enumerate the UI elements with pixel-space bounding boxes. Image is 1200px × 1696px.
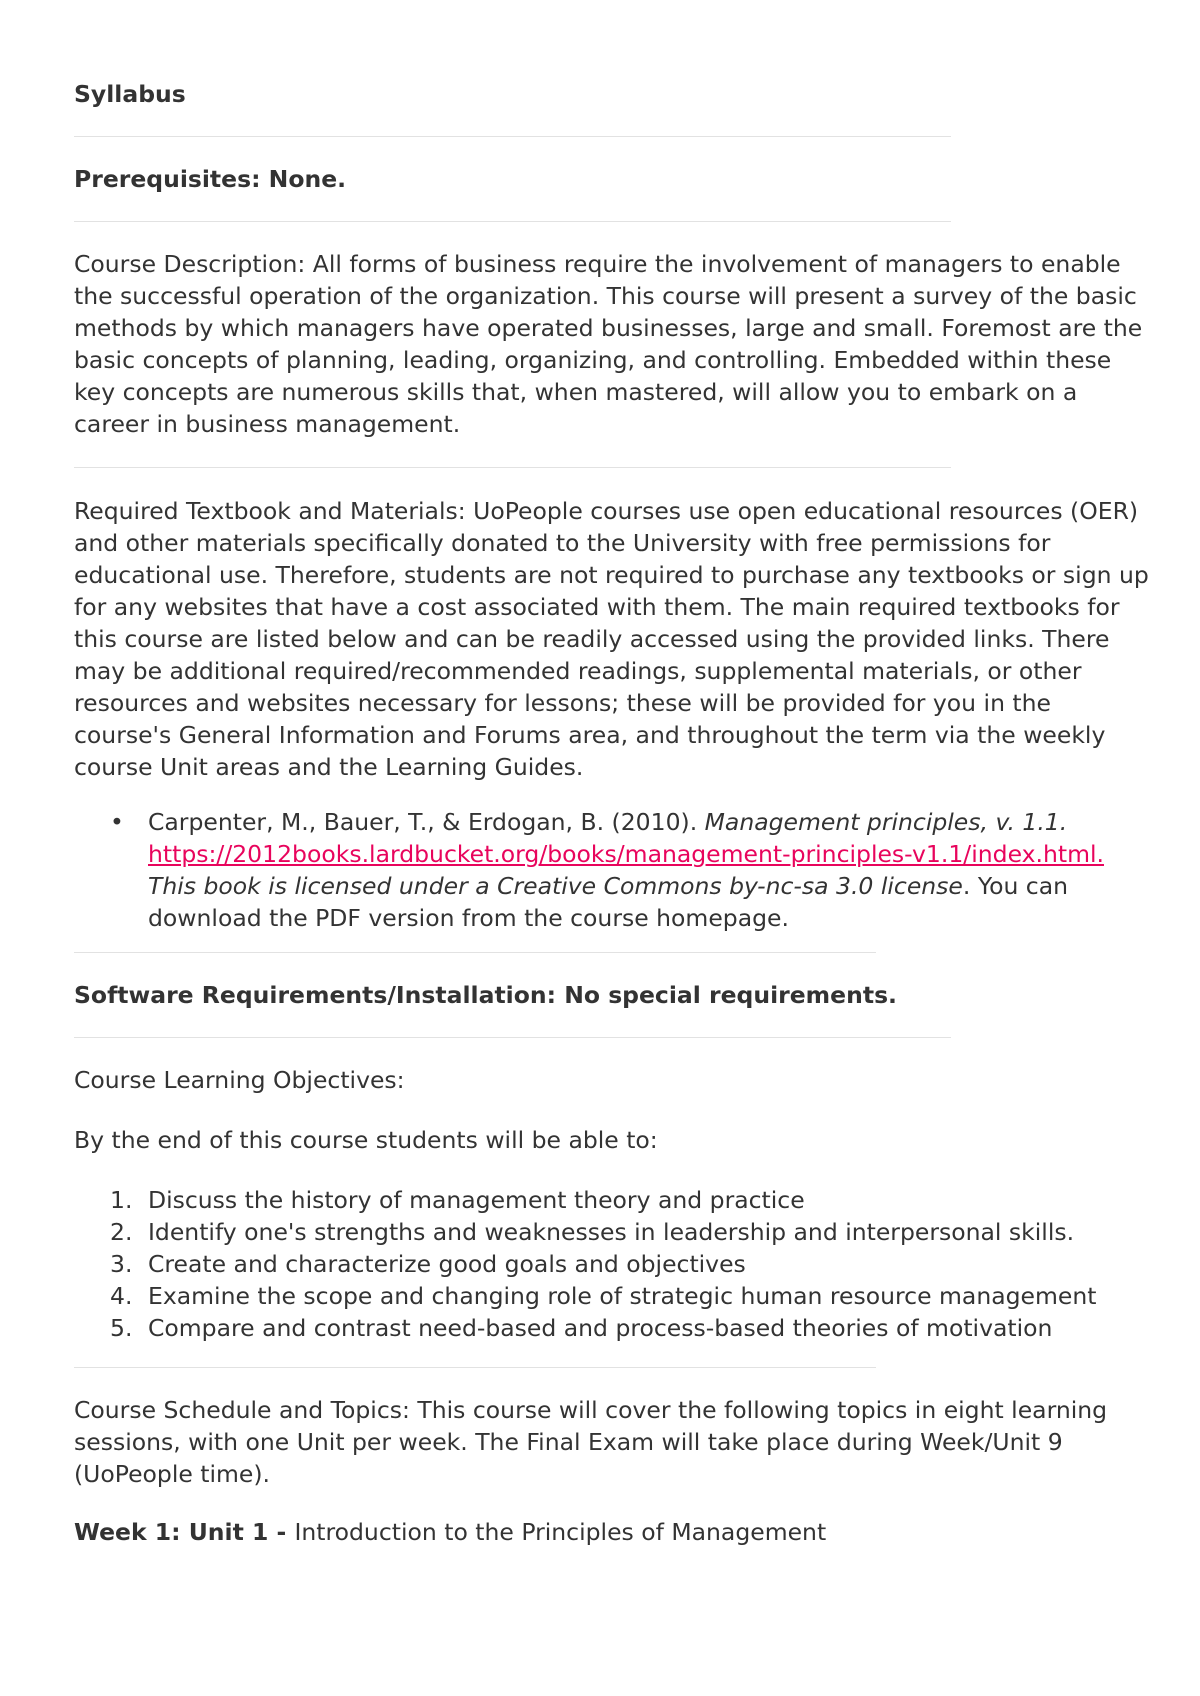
objectives-list	[74, 1184, 1154, 1344]
week-1-label: Week 1: Unit 1 -	[74, 1518, 295, 1546]
objective-text: Examine the scope and changing role of strategic human resource management	[148, 1282, 1097, 1310]
objective-item	[74, 1216, 1154, 1248]
textbook-citation	[74, 806, 1154, 934]
bullet-icon: •	[110, 808, 124, 836]
objective-item	[74, 1184, 1154, 1216]
objective-item	[74, 1248, 1154, 1280]
syllabus-document	[74, 78, 1154, 1548]
prerequisites: Prerequisites: None.	[74, 165, 347, 193]
objectives-heading: Course Learning Objectives:	[74, 1066, 405, 1094]
objective-text: Discuss the history of management theory and practice	[148, 1186, 805, 1214]
objective-number: 1.	[110, 1186, 133, 1214]
objective-number: 2.	[110, 1218, 133, 1246]
objective-number: 3.	[110, 1250, 133, 1278]
textbook-list	[74, 806, 1154, 934]
textbook-materials: Required Textbook and Materials: UoPeople courses use open educational resources (OER) and other materials specifically donated to the University with free permissions for educational use. Therefore, students are not required to purchase any textbooks or sign up for any websites that have a cost associated with them. The main required textbooks for this course are listed below and can be readily accessed using the provided links. There may be additional required/recommended readings, supplemental materials, or other resources and websites necessary for lessons; these will be provided for you in the course's General Information and Forums area, and throughout the term via the weekly course Unit areas and the Learning Guides.	[74, 497, 1149, 781]
software-requirements: Software Requirements/Installation: No special requirements.	[74, 981, 897, 1009]
objective-item	[74, 1280, 1154, 1312]
course-description: Course Description: All forms of business require the involvement of managers to enable the successful operation of the organization. This course will present a survey of the basic methods by which managers have operated businesses, large and small. Foremost are the basic concepts of planning, leading, organizing, and controlling. Embedded within these key concepts are numerous skills that, when mastered, will allow you to embark on a career in business management.	[74, 250, 1143, 438]
objective-text: Create and characterize good goals and objectives	[148, 1250, 746, 1278]
objective-text: Identify one's strengths and weaknesses in leadership and interpersonal skills.	[148, 1218, 1075, 1246]
citation-authors: Carpenter, M., Bauer, T., & Erdogan, B. (2010).	[148, 808, 705, 836]
citation-title: Management principles, v. 1.1.	[704, 808, 1068, 836]
textbook-link[interactable]: https://2012books.lardbucket.org/books/management-principles-v1.1/index.html.	[148, 840, 1104, 868]
week-1-topic: Introduction to the Principles of Management	[294, 1518, 827, 1546]
citation-note: . You can download the PDF version from the course homepage.	[148, 872, 1069, 932]
objectives-intro: By the end of this course students will be able to:	[74, 1126, 658, 1154]
objective-number: 4.	[110, 1282, 133, 1310]
objective-text: Compare and contrast need-based and process-based theories of motivation	[148, 1314, 1053, 1342]
week-1-line	[74, 1516, 1154, 1548]
objective-number: 5.	[110, 1314, 133, 1342]
syllabus-title: Syllabus	[74, 80, 186, 108]
objective-item	[74, 1312, 1154, 1344]
citation-license: This book is licensed under a Creative Commons by-nc-sa 3.0 license	[148, 872, 963, 900]
schedule-intro: Course Schedule and Topics: This course will cover the following topics in eight learning sessions, with one Unit per week. The Final Exam will take place during Week/Unit 9 (UoPeople time).	[74, 1396, 1108, 1488]
